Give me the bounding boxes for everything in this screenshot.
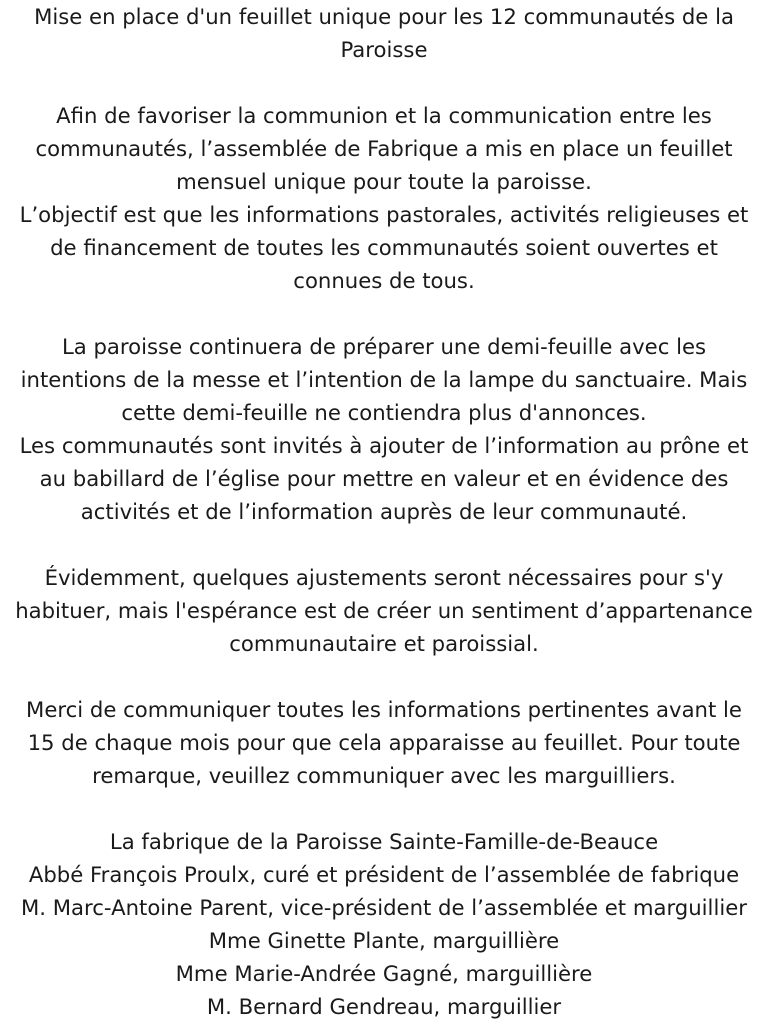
paragraph-spacer (0, 792, 768, 825)
text-line: activités et de l’information auprès de leur communauté. (80, 499, 688, 524)
text-line: Les communautés sont invités à ajouter de l’information au prône et (19, 433, 749, 458)
text-line: Afin de favoriser la communion et la communication entre les (56, 103, 712, 128)
text-line: de financement de toutes les communautés soient ouvertes et (50, 235, 718, 260)
document-title (0, 0, 768, 66)
text-line: communautaire et paroissial. (229, 631, 539, 656)
paragraph-spacer (0, 297, 768, 330)
paragraph-intro (0, 99, 768, 297)
title-line: Paroisse (340, 37, 428, 62)
text-line: au babillard de l’église pour mettre en valeur et en évidence des (39, 466, 729, 491)
text-line: 15 de chaque mois pour que cela apparaisse au feuillet. Pour toute (27, 730, 741, 755)
paragraph-spacer (0, 528, 768, 561)
signature-line: M. Marc-Antoine Parent, vice-président de l’assemblée et marguillier (21, 895, 747, 920)
text-line: Merci de communiquer toutes les informations pertinentes avant le (26, 697, 742, 722)
text-line: La paroisse continuera de préparer une demi-feuille avec les (61, 334, 707, 359)
signature-line: Mme Ginette Plante, marguillière (208, 928, 560, 953)
text-line: Évidemment, quelques ajustements seront nécessaires pour s'y (44, 565, 724, 590)
text-line: intentions de la messe et l’intention de la lampe du sanctuaire. Mais (20, 367, 748, 392)
text-line: cette demi-feuille ne contiendra plus d'annonces. (121, 400, 647, 425)
text-line: mensuel unique pour toute la paroisse. (176, 169, 592, 194)
paragraph-demi-feuille (0, 330, 768, 528)
text-line: habituer, mais l'espérance est de créer un sentiment d’appartenance (15, 598, 753, 623)
signature-line: Abbé François Proulx, curé et président de l’assemblée de fabrique (28, 862, 740, 887)
signature-line: La fabrique de la Paroisse Sainte-Famille-de-Beauce (109, 829, 659, 854)
title-line: Mise en place d'un feuillet unique pour les 12 communautés de la (34, 4, 734, 29)
paragraph-merci (0, 693, 768, 792)
paragraph-spacer (0, 66, 768, 99)
text-line: communautés, l’assemblée de Fabrique a mis en place un feuillet (35, 136, 733, 161)
text-line: L’objectif est que les informations pastorales, activités religieuses et (19, 202, 749, 227)
paragraph-spacer (0, 660, 768, 693)
signature-line: M. Bernard Gendreau, marguillier (206, 994, 562, 1019)
paragraph-ajustements (0, 561, 768, 660)
signature-line: Mme Marie-Andrée Gagné, marguillière (175, 961, 593, 986)
text-line: connues de tous. (293, 268, 475, 293)
text-line: remarque, veuillez communiquer avec les marguilliers. (92, 763, 676, 788)
signature-block (0, 825, 768, 1023)
